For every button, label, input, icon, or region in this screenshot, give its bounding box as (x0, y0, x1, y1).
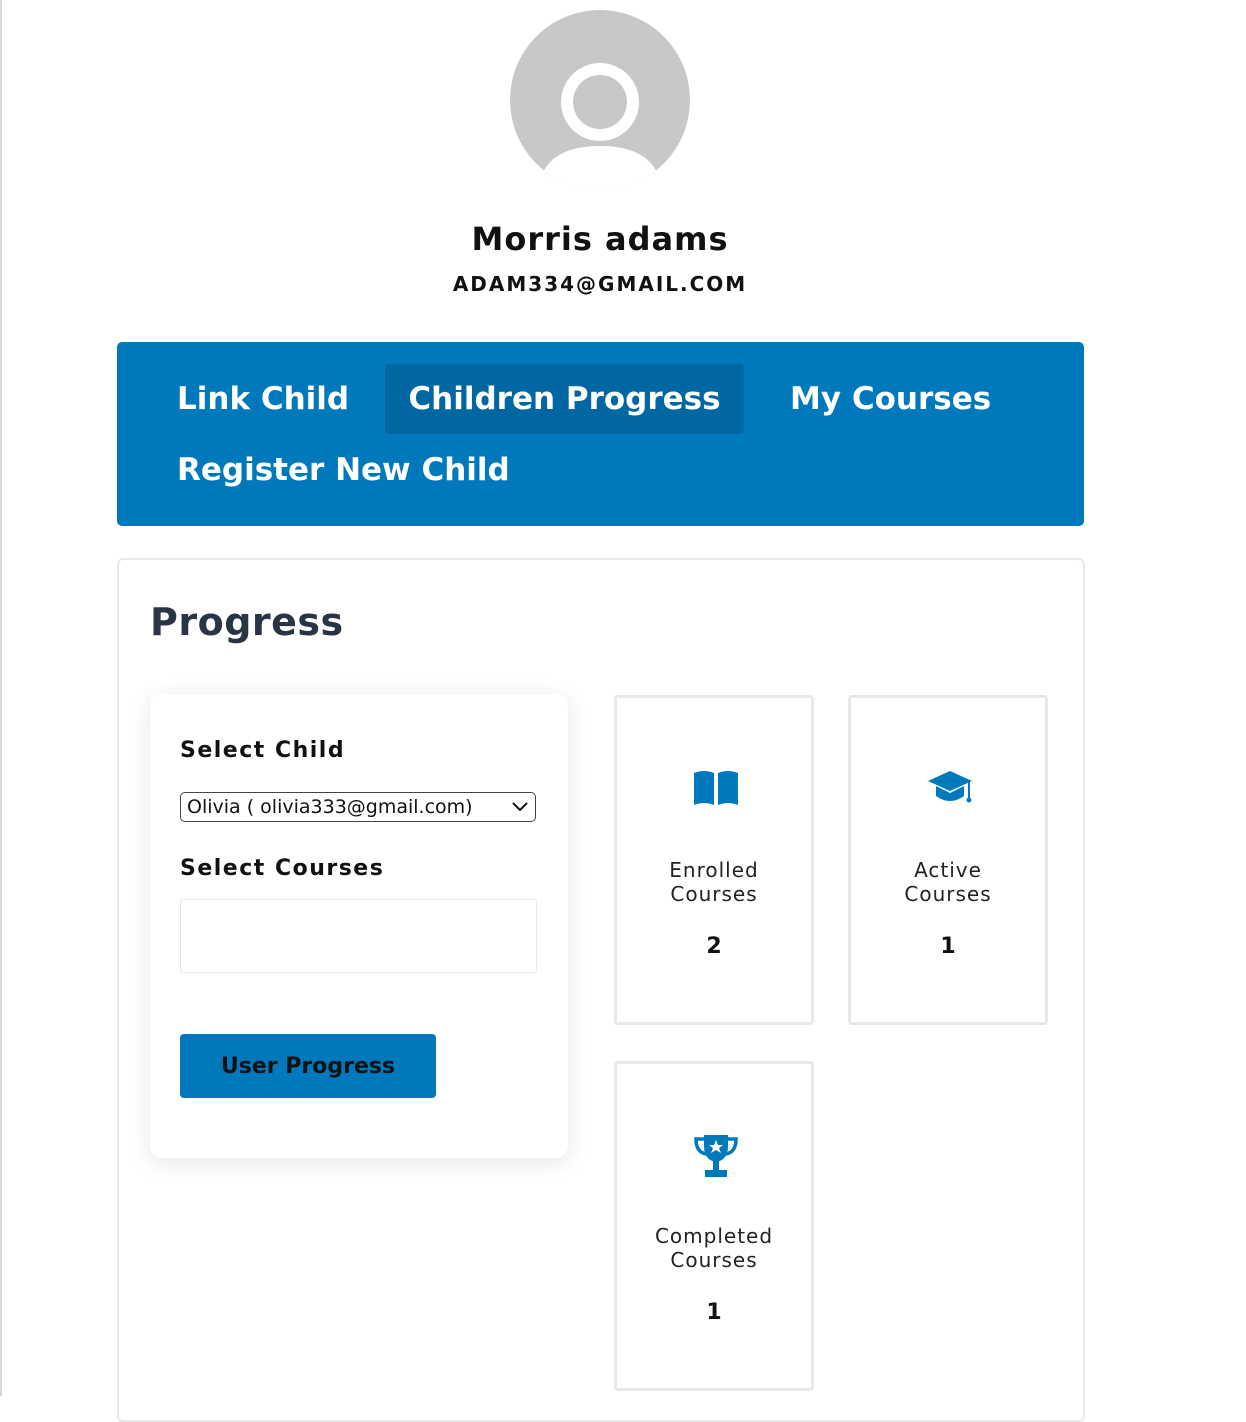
stat-value-enrolled: 2 (706, 934, 722, 959)
tab-children-progress[interactable]: Children Progress (385, 364, 744, 434)
tab-register-new-child[interactable]: Register New Child (177, 452, 510, 488)
select-child-label: Select Child (180, 738, 346, 763)
page-title: Progress (150, 600, 344, 644)
select-courses-field[interactable] (180, 899, 537, 973)
trophy-icon (692, 1132, 740, 1180)
stat-label-line1: Active (914, 858, 982, 882)
stat-label-active (851, 858, 1045, 906)
tab-my-courses[interactable]: My Courses (790, 381, 992, 417)
profile-tab-panel (117, 342, 1084, 526)
page-left-border (0, 0, 2, 1396)
tab-link-child[interactable]: Link Child (177, 381, 350, 417)
stat-label-line2: Courses (670, 882, 758, 906)
stat-card-completed (614, 1061, 814, 1391)
stat-label-enrolled (617, 858, 811, 906)
stat-card-active (848, 695, 1048, 1025)
select-child-value: Olivia ( olivia333@gmail.com) (187, 796, 473, 818)
avatar (510, 10, 690, 190)
graduation-cap-icon (926, 768, 974, 808)
chevron-down-icon (511, 800, 529, 814)
stat-label-line2: Courses (670, 1248, 758, 1272)
select-courses-label: Select Courses (180, 856, 385, 881)
stat-value-active: 1 (940, 934, 956, 959)
stat-label-line1: Completed (654, 1224, 774, 1248)
profile-name: Morris adams (471, 220, 729, 258)
stat-value-completed: 1 (706, 1300, 722, 1325)
profile-email: ADAM334@GMAIL.COM (452, 272, 748, 296)
stat-label-line1: Enrolled (669, 858, 759, 882)
stat-label-completed (617, 1224, 811, 1272)
stat-card-enrolled (614, 695, 814, 1025)
user-progress-button[interactable]: User Progress (180, 1034, 436, 1098)
select-child-dropdown[interactable] (180, 792, 536, 822)
stat-label-line2: Courses (904, 882, 992, 906)
book-icon (692, 768, 740, 808)
